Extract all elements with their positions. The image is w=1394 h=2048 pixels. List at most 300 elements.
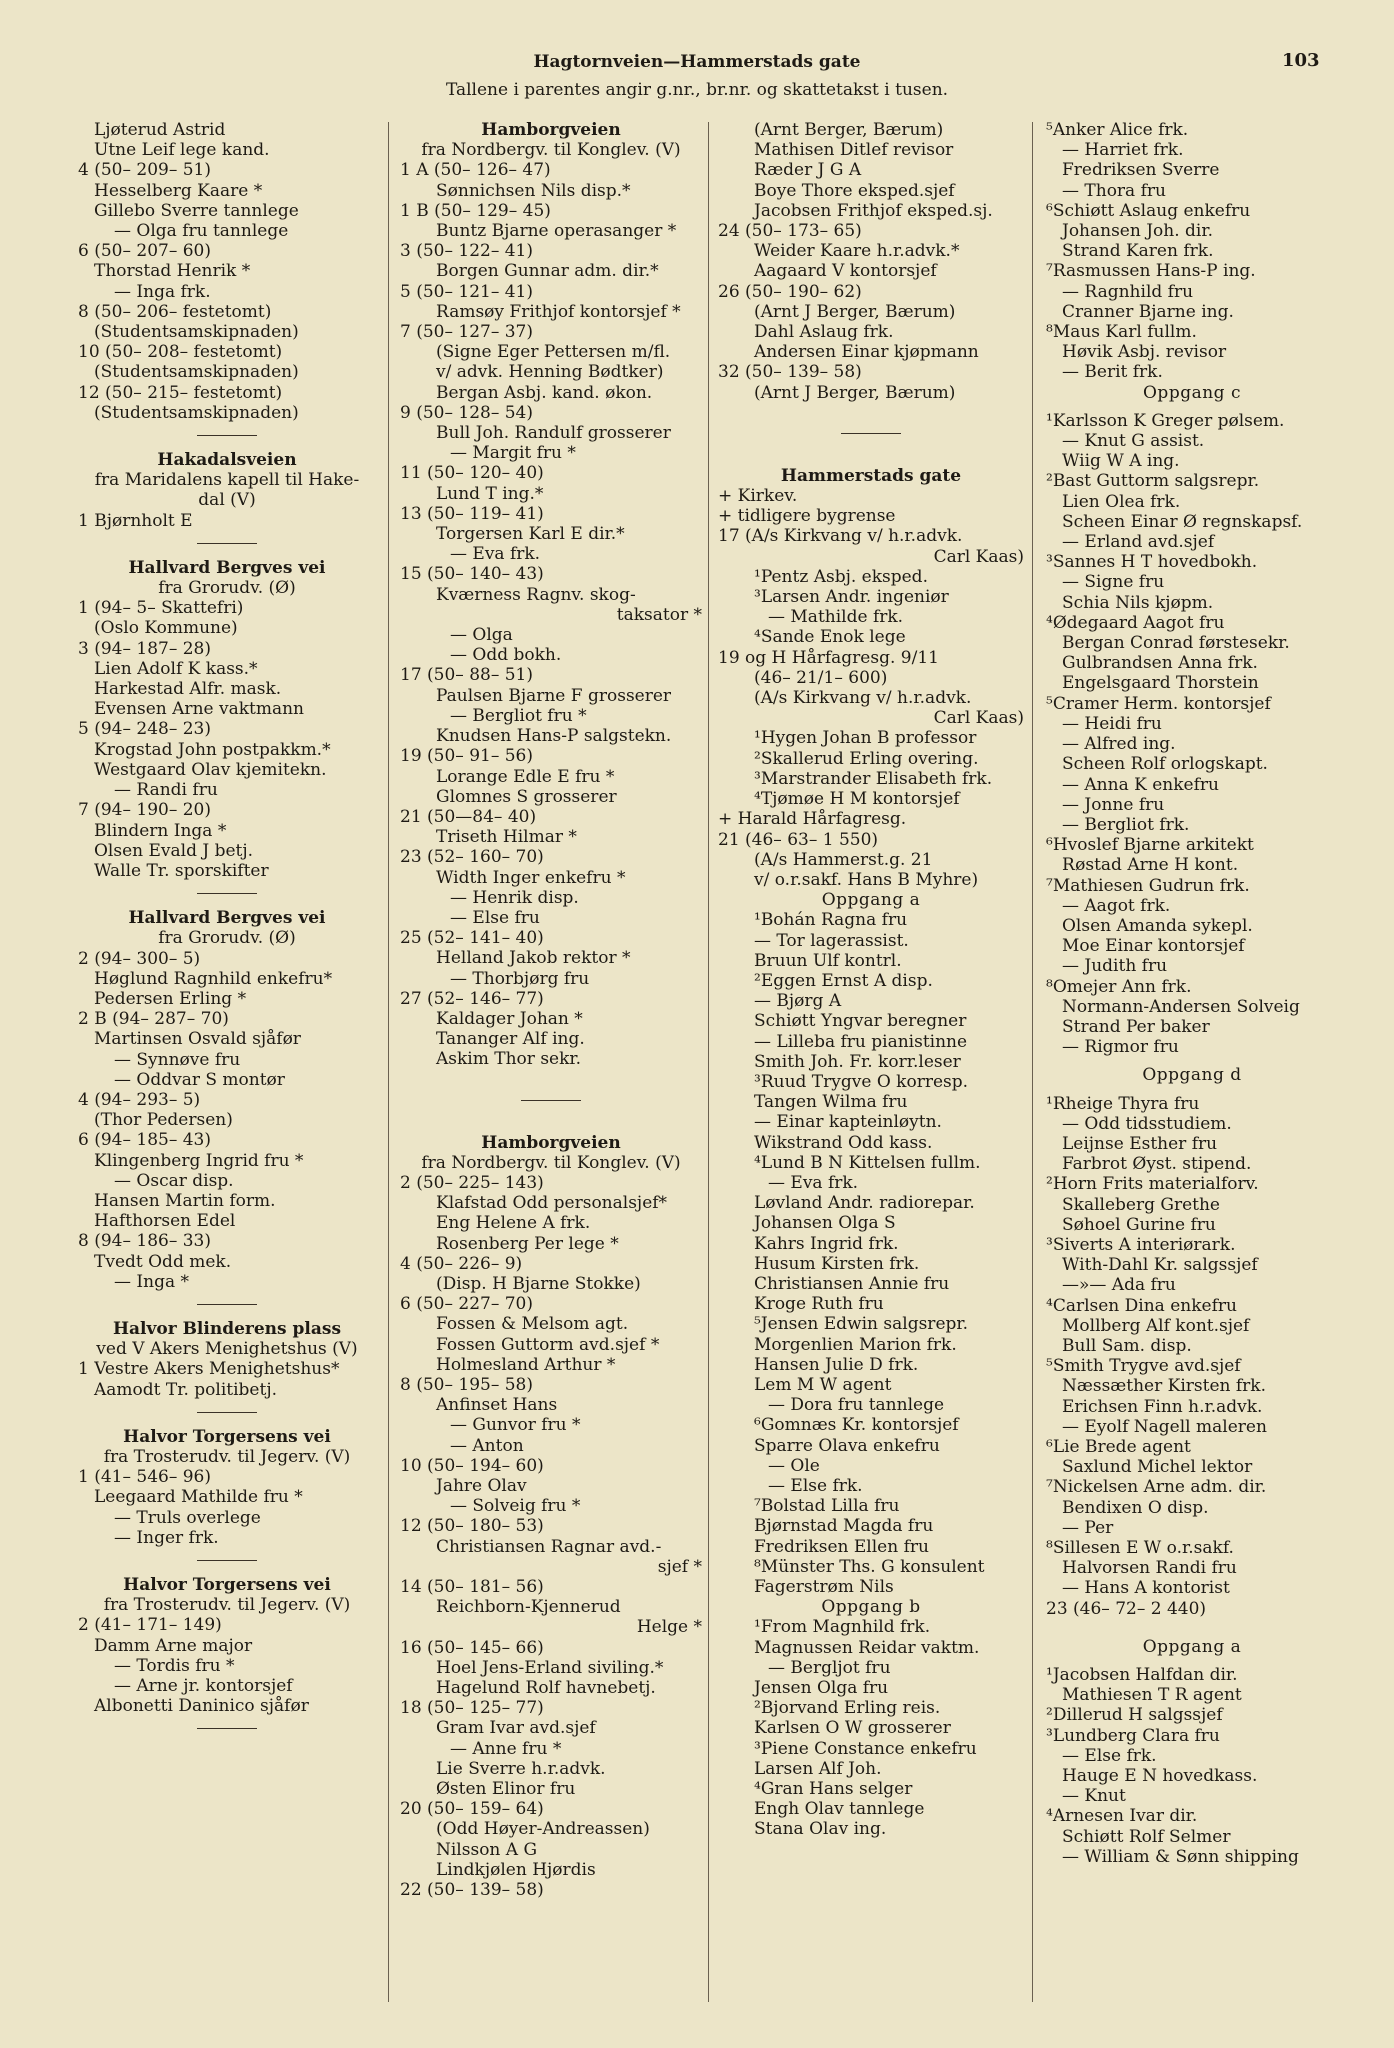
directory-entry: ³Siverts A interiørark. — [1046, 1234, 1236, 1255]
directory-entry: Knudsen Hans-P salgstekn. — [436, 726, 672, 747]
column-rule — [708, 122, 709, 2002]
directory-entry: — Olga — [450, 625, 513, 646]
column-rule — [1032, 122, 1033, 2002]
directory-entry: — Bergljot fru — [768, 1657, 891, 1678]
directory-entry: 6 (50– 227– 70) — [400, 1294, 534, 1315]
directory-entry: Bergan Asbj. kand. økon. — [436, 382, 653, 403]
directory-entry: ⁷Mathiesen Gudrun frk. — [1046, 875, 1250, 896]
directory-entry: — Tor lagerassist. — [754, 930, 909, 951]
directory-entry: Thorstad Henrik * — [94, 261, 251, 282]
directory-entry: Width Inger enkefru * — [436, 867, 626, 888]
section-divider — [197, 1412, 257, 1413]
directory-entry: Høglund Ragnhild enkefru* — [94, 968, 333, 989]
directory-entry: — Anna K enkefru — [1062, 774, 1219, 795]
directory-entry: Kahrs Ingrid frk. — [754, 1233, 899, 1254]
directory-entry: 7 (94– 190– 20) — [78, 800, 212, 821]
directory-entry: 23 (46– 72– 2 440) — [1046, 1598, 1207, 1619]
directory-entry: Wikstrand Odd kass. — [754, 1132, 933, 1153]
directory-entry: Ræder J G A — [754, 160, 862, 181]
directory-entry: Østen Elinor fru — [436, 1779, 576, 1800]
directory-entry: Blindern Inga * — [94, 820, 227, 841]
directory-entry: Utne Leif lege kand. — [94, 140, 270, 161]
directory-entry: Hesselberg Kaare * — [94, 180, 263, 201]
directory-entry: Lien Adolf K kass.* — [94, 658, 258, 679]
directory-entry: Ljøterud Astrid — [94, 120, 226, 140]
directory-entry: — Signe fru — [1062, 572, 1165, 593]
directory-entry: — Knut G assist. — [1062, 431, 1205, 452]
directory-entry: Reichborn-Kjennerud — [436, 1597, 621, 1618]
directory-entry: — Odd tidsstudiem. — [1062, 1113, 1232, 1134]
directory-entry: 2 B (94– 287– 70) — [78, 1009, 229, 1030]
directory-entry: — Bjørg A — [754, 991, 842, 1012]
directory-entry: 10 (50– 194– 60) — [400, 1455, 544, 1476]
directory-entry: 2 (41– 171– 149) — [78, 1615, 222, 1636]
directory-entry: + tidligere bygrense — [718, 506, 896, 527]
directory-entry: Askim Thor sekr. — [436, 1049, 582, 1070]
directory-entry: 16 (50– 145– 66) — [400, 1637, 544, 1658]
directory-entry: Mathisen Ditlef revisor — [754, 140, 954, 161]
directory-entry: 18 (50– 125– 77) — [400, 1698, 544, 1719]
directory-entry: Klingenberg Ingrid fru * — [94, 1150, 304, 1171]
directory-entry: 12 (50– 215– festetomt) — [78, 382, 283, 403]
directory-entry: Wiig W A ing. — [1062, 451, 1180, 472]
directory-entry: Paulsen Bjarne F grosserer — [436, 685, 672, 706]
directory-entry: — Synnøve fru — [114, 1049, 241, 1070]
directory-entry: Bull Joh. Randulf grosserer — [436, 423, 671, 444]
directory-entry: Fredriksen Sverre — [1062, 160, 1220, 181]
directory-entry: Kroge Ruth fru — [754, 1294, 884, 1315]
section-divider — [197, 435, 257, 436]
directory-entry: Morgenlien Marion frk. — [754, 1334, 957, 1355]
directory-entry: 32 (50– 139– 58) — [718, 362, 862, 383]
directory-entry: — Mathilde frk. — [768, 607, 904, 628]
spacer — [1046, 1657, 1338, 1665]
directory-entry: (Studentsamskipnaden) — [94, 362, 299, 383]
directory-entry: (Arnt J Berger, Bærum) — [754, 301, 956, 322]
directory-entry: — Henrik disp. — [450, 887, 579, 908]
spacer — [1046, 1057, 1338, 1065]
directory-entry: Sparre Olava enkefru — [754, 1435, 940, 1456]
directory-entry: v/ advk. Henning Bødtker) — [436, 362, 664, 383]
directory-entry: — Knut — [1062, 1786, 1126, 1807]
directory-entry: — Ragnhild fru — [1062, 281, 1194, 302]
directory-entry: 4 (50– 209– 51) — [78, 160, 212, 181]
directory-entry: — Inga * — [114, 1271, 189, 1292]
street-heading: Hamborgveien — [481, 1132, 621, 1153]
directory-entry: (Studentsamskipnaden) — [94, 402, 299, 423]
directory-entry: Olsen Amanda sykepl. — [1062, 915, 1253, 936]
directory-entry: Ramsøy Frithjof kontorsjef * — [436, 301, 681, 322]
street-heading: Hallvard Bergves vei — [128, 908, 326, 929]
directory-entry: ²Dillerud H salgssjef — [1046, 1705, 1223, 1726]
directory-entry: 13 (50– 119– 41) — [400, 503, 544, 524]
directory-entry: — Eva frk. — [450, 544, 541, 565]
directory-entry: (A/s Hammerst.g. 21 — [754, 849, 933, 870]
directory-entry: ⁷Bolstad Lilla fru — [754, 1496, 900, 1517]
directory-entry: (Thor Pedersen) — [94, 1110, 233, 1131]
directory-column-3 — [718, 120, 1024, 1840]
directory-entry: (Arnt Berger, Bærum) — [754, 120, 944, 140]
section-divider — [197, 543, 257, 544]
directory-entry: ³Lundberg Clara fru — [1046, 1725, 1220, 1746]
section-divider — [197, 1304, 257, 1305]
directory-entry: Høvik Asbj. revisor — [1062, 342, 1227, 363]
directory-entry: Lien Olea frk. — [1062, 491, 1181, 512]
directory-entry: Kaldager Johan * — [436, 1008, 583, 1029]
directory-entry: Rosenberg Per lege * — [436, 1233, 619, 1254]
directory-entry: 6 (50– 207– 60) — [78, 241, 212, 262]
directory-entry: Mathiesen T R agent — [1062, 1685, 1242, 1706]
directory-entry: Lem M W agent — [754, 1374, 892, 1395]
directory-entry: ¹Pentz Asbj. eksped. — [754, 566, 928, 587]
directory-entry: Bull Sam. disp. — [1062, 1335, 1192, 1356]
directory-entry: ¹Bohán Ragna fru — [754, 910, 908, 931]
directory-entry: ⁸Sillesen E W o.r.sakf. — [1046, 1538, 1234, 1559]
directory-entry: Pedersen Erling * — [94, 988, 247, 1009]
directory-entry: — Inger frk. — [114, 1527, 219, 1548]
directory-entry: 4 (50– 226– 9) — [400, 1253, 523, 1274]
directory-entry: Bruun Ulf kontrl. — [754, 950, 902, 971]
directory-entry: — Ole — [768, 1455, 820, 1476]
directory-entry: taksator * — [616, 604, 702, 625]
directory-entry: Hansen Julie D frk. — [754, 1354, 919, 1375]
directory-entry: Lindkjølen Hjørdis — [436, 1859, 596, 1880]
directory-entry: ¹Hygen Johan B professor — [754, 728, 977, 749]
directory-entry: — Judith fru — [1062, 956, 1168, 977]
page-number: 103 — [1282, 50, 1320, 71]
directory-entry: — Olga fru tannlege — [114, 221, 289, 242]
directory-entry: — Bergliot fru * — [450, 705, 587, 726]
directory-entry: Jacobsen Frithjof eksped.sj. — [754, 200, 993, 221]
page-header-subtitle: Tallene i parentes angir g.nr., br.nr. og skattetakst i tusen. — [445, 80, 949, 100]
directory-entry: Engelsgaard Thorstein — [1062, 673, 1259, 694]
directory-entry: ³Larsen Andr. ingeniør — [754, 587, 949, 608]
directory-entry: Jensen Olga fru — [754, 1678, 889, 1699]
directory-entry: —»— Ada fru — [1062, 1275, 1176, 1296]
directory-entry: 27 (52– 146– 77) — [400, 988, 544, 1009]
directory-entry: 1 Vestre Akers Menighetshus* — [78, 1359, 340, 1380]
directory-entry: ⁸Omejer Ann frk. — [1046, 976, 1192, 997]
directory-entry: 6 (94– 185– 43) — [78, 1130, 212, 1151]
directory-entry: Martinsen Osvald sjåfør — [94, 1029, 301, 1050]
directory-entry: Schia Nils kjøpm. — [1062, 592, 1214, 613]
directory-entry: — Tordis fru * — [114, 1655, 235, 1676]
directory-entry: Søhoel Gurine fru — [1062, 1214, 1216, 1235]
directory-entry: 21 (46– 63– 1 550) — [718, 829, 879, 850]
directory-entry: 9 (50– 128– 54) — [400, 402, 534, 423]
directory-entry: Olsen Evald J betj. — [94, 840, 254, 861]
directory-entry: Weider Kaare h.r.advk.* — [754, 241, 960, 262]
directory-entry: Damm Arne major — [94, 1635, 253, 1656]
directory-entry: ²Eggen Ernst A disp. — [754, 970, 933, 991]
street-heading: Halvor Torgersens vei — [123, 1426, 331, 1447]
directory-entry: 2 (94– 300– 5) — [78, 948, 201, 969]
stairway-heading: Oppgang a — [1142, 1636, 1242, 1657]
directory-entry: — Alfred ing. — [1062, 734, 1176, 755]
directory-entry: ⁴Lund B N Kittelsen fullm. — [754, 1152, 981, 1173]
spacer — [400, 1115, 702, 1133]
directory-entry: ²Bast Guttorm salgsrepr. — [1046, 471, 1260, 492]
directory-entry: — Einar kapteinløytn. — [754, 1112, 942, 1133]
directory-entry: — Else frk. — [768, 1476, 863, 1496]
directory-entry: 25 (52– 141– 40) — [400, 928, 544, 949]
stairway-heading: Oppgang d — [1142, 1065, 1242, 1086]
directory-entry: 11 (50– 120– 40) — [400, 463, 544, 484]
directory-column-2 — [400, 120, 702, 1900]
street-route: fra Grorudv. (Ø) — [158, 578, 296, 599]
directory-entry: Scheen Einar Ø regnskapsf. — [1062, 511, 1303, 532]
directory-entry: 8 (94– 186– 33) — [78, 1231, 212, 1252]
directory-entry: Carl Kaas) — [933, 546, 1024, 567]
directory-entry: 15 (50– 140– 43) — [400, 564, 544, 585]
directory-entry: 1 B (50– 129– 45) — [400, 200, 551, 221]
directory-entry: Halvorsen Randi fru — [1062, 1558, 1237, 1579]
street-route: dal (V) — [198, 490, 256, 511]
directory-entry: 8 (50– 195– 58) — [400, 1374, 534, 1395]
directory-entry: Eng Helene A frk. — [436, 1213, 591, 1234]
directory-entry: ²Skallerud Erling overing. — [754, 748, 979, 769]
directory-entry: Hafthorsen Edel — [94, 1211, 236, 1232]
directory-entry: Lund T ing.* — [436, 483, 544, 504]
section-divider — [197, 1728, 257, 1729]
directory-entry: Erichsen Finn h.r.advk. — [1062, 1396, 1263, 1417]
directory-entry: (Signe Eger Pettersen m/fl. — [436, 342, 671, 363]
directory-entry: — Anton — [450, 1435, 524, 1456]
street-heading: Halvor Torgersens vei — [123, 1575, 331, 1595]
directory-entry: ¹Karlsson K Greger pølsem. — [1046, 410, 1285, 431]
directory-entry: 1 Bjørnholt E — [78, 510, 193, 531]
directory-entry: Walle Tr. sporskifter — [94, 860, 269, 881]
page-header-title: Hagtornveien—Hammerstads gate — [533, 52, 861, 72]
directory-entry: Cranner Bjarne ing. — [1062, 301, 1234, 322]
directory-entry: ⁴Ødegaard Aagot fru — [1046, 612, 1225, 633]
directory-entry: — Else fru — [450, 907, 540, 928]
directory-entry: 12 (50– 180– 53) — [400, 1516, 544, 1537]
directory-entry: — Anne fru * — [450, 1738, 562, 1759]
street-route: fra Trosterudv. til Jegerv. (V) — [103, 1446, 351, 1467]
directory-entry: Gulbrandsen Anna frk. — [1062, 653, 1258, 674]
directory-entry: ⁴Tjømøe H M kontorsjef — [754, 789, 960, 810]
directory-entry: 1 (94– 5– Skattefri) — [78, 598, 244, 619]
directory-entry: Hoel Jens-Erland siviling.* — [436, 1657, 664, 1678]
directory-entry: Aamodt Tr. politibetj. — [94, 1379, 277, 1400]
directory-entry: Tvedt Odd mek. — [94, 1251, 232, 1272]
directory-entry: Fossen & Melsom agt. — [436, 1314, 629, 1335]
directory-entry: Harkestad Alfr. mask. — [94, 679, 282, 700]
directory-entry: — Odd bokh. — [450, 645, 562, 666]
stairway-heading: Oppgang a — [821, 890, 921, 911]
directory-entry: — Harriet frk. — [1062, 140, 1184, 161]
directory-entry: Fagerstrøm Nils — [754, 1577, 894, 1598]
directory-entry: ⁴Sande Enok lege — [754, 627, 906, 648]
directory-entry: Bergan Conrad førstesekr. — [1062, 633, 1290, 654]
directory-entry: Hansen Martin form. — [94, 1190, 276, 1211]
directory-entry: 5 (94– 248– 23) — [78, 719, 212, 740]
directory-entry: — Solveig fru * — [450, 1496, 581, 1517]
directory-entry: ⁵Cramer Herm. kontorsjef — [1046, 693, 1271, 714]
directory-entry: (Odd Høyer-Andreassen) — [436, 1819, 650, 1840]
directory-entry: — Else frk. — [1062, 1745, 1157, 1766]
directory-entry: 1 A (50– 126– 47) — [400, 160, 551, 181]
directory-entry: — Eyolf Nagell maleren — [1062, 1416, 1267, 1437]
spacer — [718, 448, 1024, 466]
directory-entry: Christiansen Ragnar avd.- — [436, 1536, 662, 1557]
directory-entry: Lie Sverre h.r.advk. — [436, 1758, 606, 1779]
directory-entry: 1 (41– 546– 96) — [78, 1467, 212, 1488]
directory-entry: 19 og H Hårfagresg. 9/11 — [718, 647, 939, 668]
directory-entry: 19 (50– 91– 56) — [400, 746, 534, 767]
directory-entry: Helge * — [636, 1617, 702, 1638]
directory-entry: 10 (50– 208– festetomt) — [78, 342, 283, 363]
directory-entry: Karlsen O W grosserer — [754, 1718, 951, 1739]
directory-entry: Strand Karen frk. — [1062, 241, 1214, 262]
directory-entry: Saxlund Michel lektor — [1062, 1457, 1253, 1478]
directory-entry: ⁶Schiøtt Aslaug enkefru — [1046, 200, 1251, 221]
directory-entry: Triseth Hilmar * — [436, 827, 577, 848]
directory-entry: Leijnse Esther fru — [1062, 1133, 1218, 1154]
spacer — [1046, 1619, 1338, 1637]
directory-entry: 26 (50– 190– 62) — [718, 281, 862, 302]
directory-entry: — Thora fru — [1062, 180, 1166, 201]
spacer — [718, 403, 1024, 421]
directory-entry: Larsen Alf Joh. — [754, 1758, 882, 1779]
directory-entry: Lorange Edle E fru * — [436, 766, 615, 787]
directory-entry: Nilsson A G — [436, 1839, 538, 1860]
directory-entry: — Bergliot frk. — [1062, 814, 1190, 835]
directory-entry: ²Bjorvand Erling reis. — [754, 1698, 941, 1719]
directory-entry: (Oslo Kommune) — [94, 618, 238, 639]
directory-entry: Magnussen Reidar vaktm. — [754, 1637, 980, 1658]
directory-column-1 — [78, 120, 376, 1743]
street-route: fra Grorudv. (Ø) — [158, 928, 296, 949]
directory-entry: — Berit frk. — [1062, 362, 1163, 383]
directory-entry: Jahre Olav — [436, 1476, 527, 1496]
directory-entry: — Rigmor fru — [1062, 1037, 1179, 1058]
directory-entry: v/ o.r.sakf. Hans B Myhre) — [754, 869, 979, 890]
directory-entry: Sønnichsen Nils disp.* — [436, 180, 631, 201]
directory-entry: Westgaard Olav kjemitekn. — [94, 759, 327, 780]
directory-entry: — Thorbjørg fru — [450, 968, 590, 989]
spacer — [1046, 403, 1338, 411]
directory-entry: 21 (50—84– 40) — [400, 806, 537, 827]
directory-entry: ⁶Gomnæs Kr. kontorsjef — [754, 1415, 959, 1436]
directory-entry: ³Piene Constance enkefru — [754, 1738, 977, 1759]
directory-entry: Albonetti Daninico sjåfør — [94, 1696, 309, 1717]
directory-entry: 17 (50– 88– 51) — [400, 665, 534, 686]
directory-entry: — Dora fru tannlege — [768, 1395, 945, 1416]
directory-entry: Johansen Joh. dir. — [1062, 221, 1214, 242]
directory-entry: ⁷Nickelsen Arne adm. dir. — [1046, 1477, 1267, 1498]
directory-entry: Fossen Guttorm avd.sjef * — [436, 1334, 660, 1355]
directory-column-4 — [1046, 120, 1338, 1867]
directory-entry: ³Ruud Trygve O korresp. — [754, 1071, 969, 1092]
directory-entry: 24 (50– 173– 65) — [718, 221, 862, 242]
directory-entry: Kværness Ragnv. skog- — [436, 584, 636, 605]
directory-entry: — Lilleba fru pianistinne — [754, 1031, 968, 1052]
section-divider — [197, 1560, 257, 1561]
directory-entry: Boye Thore eksped.sjef — [754, 180, 955, 201]
directory-entry: Scheen Rolf orlogskapt. — [1062, 754, 1268, 775]
directory-entry: ⁸Maus Karl fullm. — [1046, 322, 1197, 343]
street-heading: Hakadalsveien — [157, 450, 297, 471]
directory-entry: ⁶Hvoslef Bjarne arkitekt — [1046, 835, 1254, 856]
directory-entry: ⁸Münster Ths. G konsulent — [754, 1556, 985, 1577]
directory-entry: 4 (94– 293– 5) — [78, 1089, 201, 1110]
directory-entry: ⁴Arnesen Ivar dir. — [1046, 1806, 1198, 1827]
directory-entry: Tangen Wilma fru — [754, 1092, 908, 1113]
directory-entry: Løvland Andr. radiorepar. — [754, 1193, 975, 1214]
directory-entry: Krogstad John postpakkm.* — [94, 739, 331, 760]
directory-entry: 20 (50– 159– 64) — [400, 1799, 544, 1820]
street-heading: Halvor Blinderens plass — [112, 1318, 342, 1339]
directory-entry: (Disp. H Bjarne Stokke) — [436, 1273, 641, 1294]
directory-entry: ¹Rheige Thyra fru — [1046, 1093, 1200, 1114]
directory-entry: Torgersen Karl E dir.* — [436, 524, 625, 545]
directory-entry: ³Sannes H T hovedbokh. — [1046, 552, 1258, 573]
directory-entry: ⁴Gran Hans selger — [754, 1779, 913, 1800]
directory-entry: ⁶Lie Brede agent — [1046, 1437, 1191, 1457]
directory-entry: — Oscar disp. — [114, 1170, 234, 1191]
directory-entry: — Inga frk. — [114, 281, 211, 302]
directory-entry: 14 (50– 181– 56) — [400, 1577, 544, 1598]
directory-entry: Smith Joh. Fr. korr.leser — [754, 1051, 961, 1072]
directory-entry: ⁴Carlsen Dina enkefru — [1046, 1295, 1237, 1316]
directory-entry: 8 (50– 206– festetomt) — [78, 301, 272, 322]
street-heading: Hammerstads gate — [780, 465, 962, 486]
street-route: fra Maridalens kapell til Hake- — [94, 470, 360, 491]
directory-entry: 22 (50– 139– 58) — [400, 1880, 544, 1901]
directory-entry: Strand Per baker — [1062, 1016, 1210, 1037]
directory-entry: — Jonne fru — [1062, 794, 1165, 815]
directory-entry: — Aagot frk. — [1062, 895, 1171, 916]
street-heading: Hamborgveien — [481, 120, 621, 140]
directory-entry: Schiøtt Yngvar beregner — [754, 1011, 967, 1032]
directory-entry: + Harald Hårfagresg. — [718, 809, 907, 830]
directory-entry: (46– 21/1– 600) — [754, 667, 888, 688]
directory-entry: Husum Kirsten frk. — [754, 1253, 920, 1274]
directory-entry: Helland Jakob rektor * — [436, 948, 631, 969]
directory-entry: 5 (50– 121– 41) — [400, 281, 534, 302]
directory-entry: Næssæther Kirsten frk. — [1062, 1376, 1267, 1397]
directory-entry: Leegaard Mathilde fru * — [94, 1487, 303, 1508]
directory-entry: Fredriksen Ellen fru — [754, 1536, 929, 1557]
directory-entry: Moe Einar kontorsjef — [1062, 936, 1245, 957]
directory-entry: — Gunvor fru * — [450, 1415, 581, 1436]
directory-entry: 3 (94– 187– 28) — [78, 638, 212, 659]
section-divider — [841, 433, 901, 434]
directory-entry: Dahl Aslaug frk. — [754, 322, 894, 343]
directory-entry: Borgen Gunnar adm. dir.* — [436, 261, 659, 282]
directory-entry: Klafstad Odd personalsjef* — [436, 1193, 668, 1214]
directory-entry: Christiansen Annie fru — [754, 1273, 950, 1294]
directory-entry: Anfinset Hans — [436, 1395, 558, 1416]
directory-entry: — Arne jr. kontorsjef — [114, 1676, 293, 1697]
directory-entry: ³Marstrander Elisabeth frk. — [754, 768, 993, 789]
directory-entry: 3 (50– 122– 41) — [400, 241, 534, 262]
directory-entry: Bjørnstad Magda fru — [754, 1516, 934, 1537]
directory-entry: Holmesland Arthur * — [436, 1354, 616, 1375]
stairway-heading: Oppgang b — [821, 1597, 921, 1618]
directory-entry: Bendixen O disp. — [1062, 1497, 1209, 1518]
directory-entry: ¹Jacobsen Halfdan dir. — [1046, 1665, 1238, 1686]
directory-entry: sjef * — [657, 1556, 702, 1577]
directory-entry: Farbrot Øyst. stipend. — [1062, 1154, 1252, 1175]
spacer — [400, 1070, 702, 1088]
directory-entry: Røstad Arne H kont. — [1062, 855, 1239, 876]
directory-entry: Tananger Alf ing. — [436, 1029, 585, 1050]
directory-entry: Gram Ivar avd.sjef — [436, 1718, 596, 1739]
directory-entry: ¹From Magnhild frk. — [754, 1617, 931, 1638]
